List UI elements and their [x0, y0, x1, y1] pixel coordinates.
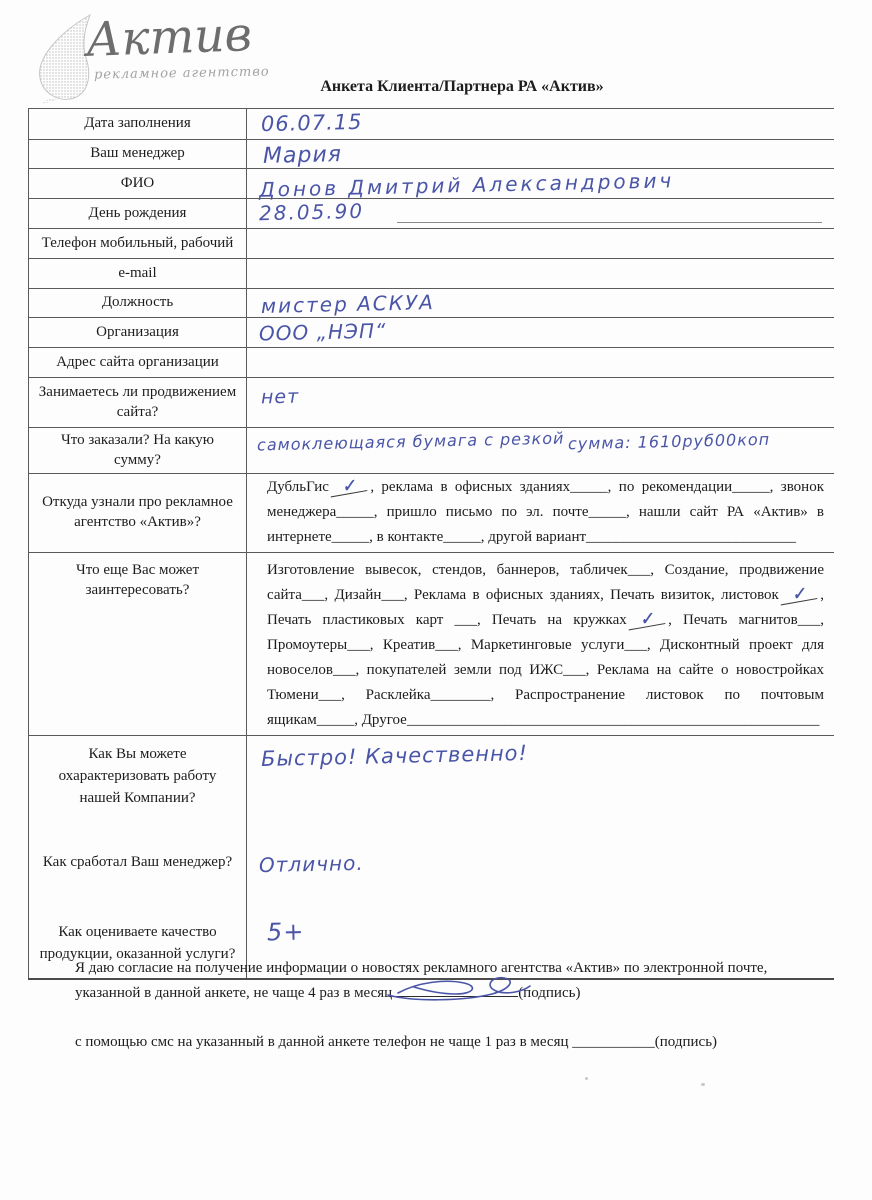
form-row: [28, 347, 834, 377]
checkmark: ✓: [629, 610, 667, 631]
field-value: [247, 140, 834, 168]
consent-sms-paragraph: [75, 1030, 805, 1055]
form-row: [28, 198, 834, 228]
scan-speck: [585, 1077, 588, 1080]
field-value: [247, 229, 834, 258]
checkmark: ✓: [781, 585, 819, 606]
handwritten-value: Быстро! Качественно!: [260, 740, 529, 772]
form-row: [28, 108, 834, 139]
option-text: , реклама в офисных зданиях_____, по рекомендации_____, звонок менеджера_____, пришло письмо по эл. почте_____, нашли сайт РА «Актив» в интернете_____, в контакте_____, другой вариант____________________________: [267, 479, 824, 545]
field-label: Занимаетесь ли продвижением сайта?: [28, 378, 247, 427]
handwritten-value: Отлично.: [258, 850, 364, 878]
field-value: [247, 553, 834, 735]
writing-line: [397, 222, 822, 223]
options-paragraph: [257, 474, 834, 552]
consent-email-paragraph: [75, 956, 805, 1006]
field-label: Ваш менеджер: [28, 140, 247, 168]
options-paragraph: [257, 553, 834, 735]
field-value: [247, 289, 834, 317]
consent-text: с помощью смс на указанный в данной анкете телефон не чаще 1 раз в месяц: [75, 1034, 573, 1050]
form-row: [28, 473, 834, 552]
option-text: ДубльГис: [267, 479, 329, 495]
field-value: [247, 318, 834, 347]
field-value: [247, 348, 834, 377]
form-row: [28, 377, 834, 427]
option-text: , Печать пластиковых карт ___, Печать на кружках: [267, 587, 824, 628]
field-label: Адрес сайта организации: [28, 348, 247, 377]
field-value: [247, 199, 834, 228]
field-label: Откуда узнали про рекламное агентство «Актив»?: [28, 474, 247, 552]
consent-text: (подпись): [518, 985, 581, 1001]
handwritten-value: 28.05.90: [258, 198, 365, 226]
field-label: ФИО: [28, 169, 247, 198]
consent-text: Я даю согласие на получение информации о новостях рекламного агентства «Актив» по электронной почте, указанной в данной анкете, не чаще 4 раз в месяц: [75, 960, 768, 1001]
field-label: Как оцениваете качество продукции, оказанной услуги?: [39, 924, 236, 962]
feedback-values: [247, 736, 834, 978]
field-label: День рождения: [28, 199, 247, 228]
field-label: Должность: [28, 289, 247, 317]
field-value: [247, 428, 834, 473]
page-title: Анкета Клиента/Партнера РА «Актив»: [320, 78, 604, 95]
handwritten-value: Донов Дмитрий Александрович: [258, 168, 675, 202]
form-row: [28, 427, 834, 473]
field-label: Что еще Вас может заинтересовать?: [28, 553, 247, 735]
consent-section: [75, 956, 805, 1055]
form-row: [28, 317, 834, 347]
signature-scribble: [392, 981, 518, 997]
field-label: Как Вы можете охарактеризовать работу нашей Компании?: [58, 746, 217, 806]
field-value: [247, 378, 834, 427]
handwritten-value: 06.07.15: [260, 109, 363, 137]
checkmark: ✓: [331, 477, 369, 498]
handwritten-value: мистер АСКУА: [260, 290, 436, 318]
form-row-feedback: [28, 735, 834, 978]
form-row: [28, 258, 834, 288]
field-value: [247, 168, 834, 202]
field-label: Организация: [28, 318, 247, 347]
handwritten-value: сумма: 1610руб00коп: [568, 429, 771, 454]
handwritten-value: нет: [260, 385, 300, 409]
option-text: Изготовление вывесок, стендов, баннеров, табличек___, Создание, продвижение сайта___, Дизайн___, Реклама в офисных зданиях, Печать визиток, листовок: [267, 562, 824, 603]
field-label: Как сработал Ваш менеджер?: [42, 854, 233, 870]
form-row: [28, 552, 834, 735]
handwritten-value: самоклеющаяся бумага с резкой: [256, 428, 565, 455]
option-text: , Печать магнитов___, Промоутеры___, Креатив___, Маркетинговые услуги___, Дисконтный проект для новоселов___, покупателей земли под ИЖС___, Реклама на сайте о новостройках Тюмени___, Расклейка________, Распространение листовок по почтовым ящикам_____, Другое_______________________________________________________: [267, 612, 824, 728]
form-row: [28, 288, 834, 317]
field-label: e-mail: [28, 259, 247, 288]
form-row: [28, 228, 834, 258]
logo-name: Актив: [85, 7, 253, 68]
field-value: [247, 474, 834, 552]
handwritten-value: ООО „НЭП“: [258, 318, 387, 346]
field-label: Телефон мобильный, рабочий: [28, 229, 247, 258]
logo-tagline: рекламное агентство: [93, 64, 270, 83]
handwritten-value: Мария: [262, 142, 343, 169]
field-label: Дата заполнения: [28, 109, 247, 139]
signature-blank: ___________: [572, 1034, 655, 1050]
field-label: Что заказали? На какую сумму?: [28, 428, 247, 473]
field-value: [247, 259, 834, 288]
scan-speck: [701, 1083, 705, 1086]
form-row: [28, 139, 834, 168]
form-table: [28, 108, 834, 980]
handwritten-value: 5+: [266, 917, 305, 947]
form-row: [28, 168, 834, 202]
field-value: [247, 109, 834, 139]
feedback-labels: [28, 736, 247, 978]
consent-text: (подпись): [654, 1034, 718, 1050]
